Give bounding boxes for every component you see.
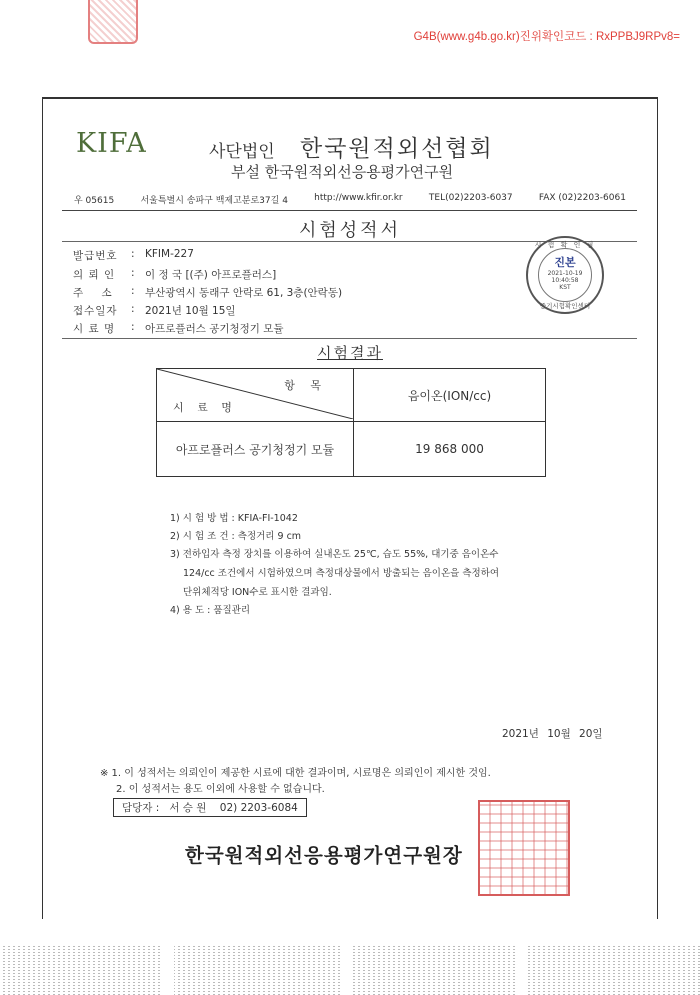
results-table [156, 368, 546, 477]
official-seal-stamp [478, 800, 570, 896]
table-header-row [157, 369, 546, 422]
info-value: 부산광역시 동래구 안락로 61, 3층(안락동) [145, 287, 343, 299]
header-item-label: 항 목 [284, 379, 327, 392]
issue-date: 2021년 10월 20일 [502, 728, 603, 740]
assoc-prefix: 사단법인 [209, 142, 275, 162]
divider [62, 338, 637, 339]
stamp-date: 2021-10-19 [547, 270, 583, 277]
info-label: 발급번호 [73, 250, 118, 262]
divider [62, 210, 637, 211]
table-row [157, 422, 546, 477]
column-header-anion: 음이온(ION/cc) [354, 369, 546, 422]
info-row-address: 주 소 : 부산광역시 동래구 안락로 61, 3층(안락동) [73, 285, 343, 299]
note-procedure-1: 3) 전하입자 측정 장치를 이용하여 실내온도 25℃, 습도 55%, 대기중 음이온수 [170, 549, 499, 560]
kifa-logo: KIFA [76, 128, 147, 159]
authenticity-stamp [526, 236, 604, 314]
info-value: KFIM-227 [145, 248, 194, 260]
info-value: 이 정 국 [(주) 아프로플러스] [145, 269, 277, 281]
note-procedure-2: 124/cc 조건에서 시험하였으며 측정대상물에서 방출되는 음이온을 측정하여 [183, 568, 500, 579]
stamp-datetime [528, 270, 602, 291]
strip-gap [515, 944, 527, 995]
note-condition: 2) 시 험 조 건 : 측정거리 9 cm [170, 531, 302, 542]
diagonal-header-cell [157, 369, 354, 422]
results-title: 시험결과 [317, 344, 383, 362]
postal-code: 우 05615 [74, 196, 115, 206]
tel: TEL(02)2203-6037 [428, 193, 513, 203]
info-label: 시 료 명 [73, 323, 116, 335]
footnote-1: ※ 1. 이 성적서는 의뢰인이 제공한 시료에 대한 결과이며, 시료명은 의뢰인이 제시한 것임. [100, 768, 491, 779]
document-title: 시험성적서 [299, 220, 401, 241]
info-value: 아프로플러스 공기청정기 모듈 [145, 323, 284, 335]
top-seal-stamp [88, 0, 138, 44]
footnote-2: 2. 이 성적서는 용도 이외에 사용할 수 없습니다. [116, 784, 325, 795]
contact-box: 담당자 : 서 승 원 02) 2203-6084 [113, 798, 307, 817]
header-sample-label: 시 료 명 [173, 401, 237, 414]
strip-gap [162, 944, 174, 995]
info-label: 의 뢰 인 [73, 269, 116, 281]
note-purpose: 4) 용 도 : 품질관리 [170, 605, 251, 616]
info-label: 접수일자 [73, 305, 118, 317]
strip-gap [340, 944, 352, 995]
note-procedure-3: 단위체적당 ION수로 표시한 결과임. [183, 587, 332, 598]
stamp-bottom-text: 중기시험확인센터 [539, 302, 591, 310]
director-signature-line: 한국원적외선응용평가연구원장 [185, 844, 463, 867]
fax: FAX (02)2203-6061 [538, 193, 626, 203]
stamp-time: 10:40:58 [551, 277, 579, 284]
sample-name-cell: 아프로플러스 공기청정기 모듈 [157, 422, 354, 477]
address-row [74, 193, 626, 206]
anion-value-cell: 19 868 000 [354, 422, 546, 477]
info-row-client: 의 뢰 인 : 이 정 국 [(주) 아프로플러스] [73, 267, 277, 281]
stamp-top-text: 시 험 확 인 필 [534, 241, 596, 249]
info-row-issue-number: 발급번호 : KFIM-227 [73, 248, 194, 262]
stamp-zone: KST [559, 284, 571, 291]
info-row-sample-name: 시 료 명 : 아프로플러스 공기청정기 모듈 [73, 321, 284, 335]
info-value: 2021년 10월 15일 [145, 305, 236, 317]
info-row-received-date: 접수일자 : 2021년 10월 15일 [73, 303, 236, 317]
address: 서울특별시 송파구 백제고분로37길 4 [140, 196, 288, 206]
verification-code: G4B(www.g4b.go.kr)진위확인코드 : RxPPBJ9RPv8= [413, 31, 680, 43]
assoc-name: 한국원적외선협회 [300, 136, 494, 162]
institute-name: 부설 한국원적외선응용평가연구원 [231, 163, 454, 181]
info-label: 주 소 [73, 287, 113, 299]
note-method: 1) 시 험 방 법 : KFIA-FI-1042 [170, 513, 298, 524]
stamp-main-text: 진본 [554, 256, 576, 269]
website: http://www.kfir.or.kr [314, 193, 403, 203]
